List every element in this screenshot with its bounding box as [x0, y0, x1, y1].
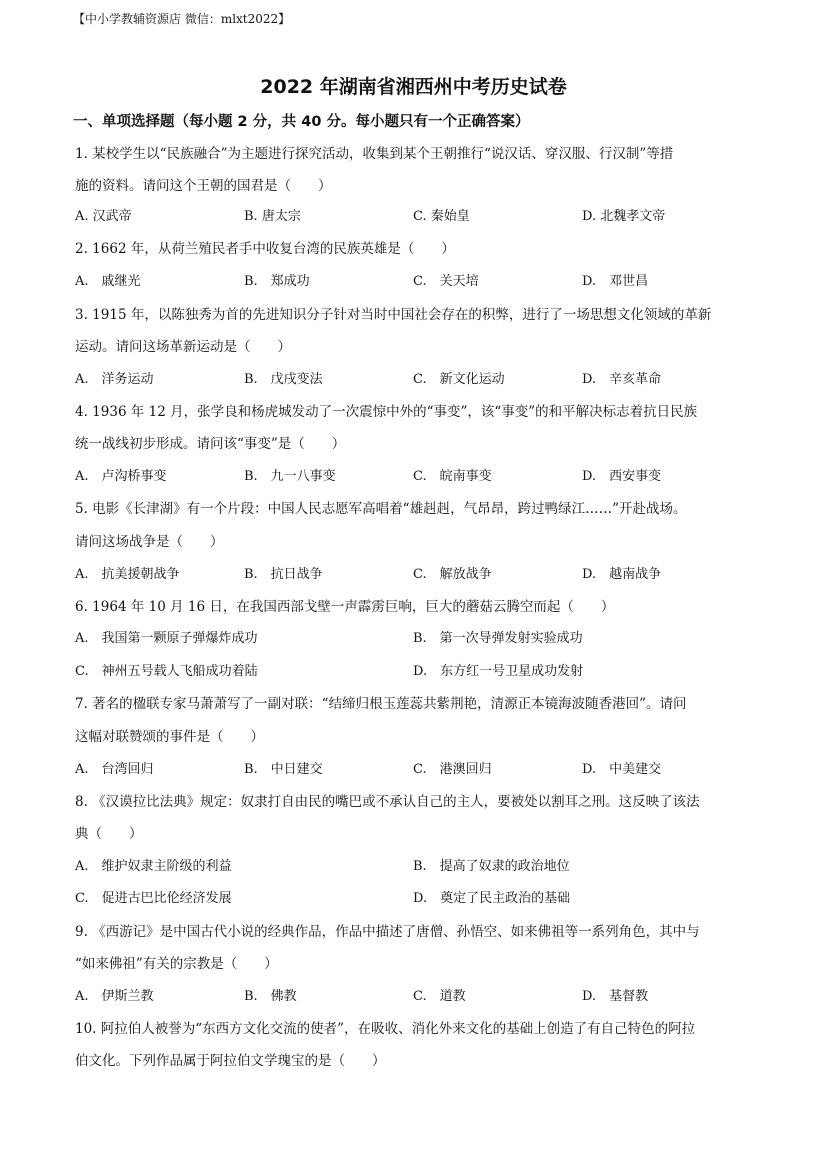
question-1-line-1: 1. 某校学生以“民族融合”为主题进行探究活动，收集到某个王朝推行“说汉话、穿汉服、行汉制”等措 — [75, 146, 674, 162]
question-8-option-d: D. 奠定了民主政治的基础 — [413, 891, 571, 906]
question-2-option-a: A. 戚继光 — [75, 274, 141, 289]
question-3-option-d: D. 辛亥革命 — [582, 372, 662, 387]
question-2-option-d: D. 邓世昌 — [582, 274, 649, 289]
question-8-option-a: A. 维护奴隶主阶级的利益 — [75, 859, 232, 874]
question-2-line-1: 2. 1662 年，从荷兰殖民者手中收复台湾的民族英雄是（ ） — [75, 241, 455, 257]
question-9-option-d: D. 基督教 — [582, 989, 649, 1004]
question-9-line-2: “如来佛祖”有关的宗教是（ ） — [75, 956, 278, 972]
question-4-line-1: 4. 1936 年 12 月，张学良和杨虎城发动了一次震惊中外的“事变”，该“事变”的和平解决标志着抗日民族 — [75, 404, 698, 420]
question-6-option-a: A. 我国第一颗原子弹爆炸成功 — [75, 631, 258, 646]
question-5-option-c: C. 解放战争 — [413, 567, 492, 582]
question-1-option-b: B. 唐太宗 — [244, 209, 301, 224]
question-4-option-d: D. 西安事变 — [582, 469, 662, 484]
question-3-line-2: 运动。请问这场革新运动是（ ） — [75, 339, 291, 355]
question-1-option-a: A. 汉武帝 — [75, 209, 132, 224]
question-1-line-2: 施的资料。请问这个王朝的国君是（ ） — [75, 178, 332, 194]
question-3-option-a: A. 洋务运动 — [75, 372, 154, 387]
page-title: 2022 年湖南省湘西州中考历史试卷 — [260, 76, 567, 98]
question-5-line-2: 请问这场战争是（ ） — [75, 534, 224, 550]
header-note: 【中小学教辅资源店 微信：mlxt2022】 — [73, 12, 291, 26]
question-5-option-b: B. 抗日战争 — [244, 567, 323, 582]
question-5-option-d: D. 越南战争 — [582, 567, 662, 582]
question-7-option-b: B. 中日建交 — [244, 762, 323, 777]
section-heading: 一、单项选择题（每小题 2 分，共 40 分。每小题只有一个正确答案） — [73, 114, 530, 130]
question-8-line-1: 8. 《汉谟拉比法典》规定：奴隶打自由民的嘴巴或不承认自己的主人，要被处以割耳之刑。这反映了该法 — [75, 794, 700, 810]
question-7-option-a: A. 台湾回归 — [75, 762, 154, 777]
question-4-line-2: 统一战线初步形成。请问该“事变”是（ ） — [75, 436, 346, 452]
question-8-option-c: C. 促进古巴比伦经济发展 — [75, 891, 232, 906]
question-4-option-a: A. 卢沟桥事变 — [75, 469, 167, 484]
question-4-option-c: C. 皖南事变 — [413, 469, 492, 484]
question-7-option-d: D. 中美建交 — [582, 762, 662, 777]
question-9-option-b: B. 佛教 — [244, 989, 297, 1004]
question-6-line-1: 6. 1964 年 10 月 16 日，在我国西部戈壁一声霹雳巨响，巨大的蘑菇云腾空而起（ ） — [75, 599, 615, 615]
question-4-option-b: B. 九一八事变 — [244, 469, 336, 484]
question-5-option-a: A. 抗美援朝战争 — [75, 567, 180, 582]
question-9-option-c: C. 道教 — [413, 989, 466, 1004]
question-7-line-1: 7. 著名的楹联专家马萧萧写了一副对联：“结缔归根玉莲蕊共紫荆艳，清源正本镜海波随香港回”。请问 — [75, 696, 687, 712]
question-6-option-b: B. 第一次导弹发射实验成功 — [413, 631, 583, 646]
question-5-line-1: 5. 电影《长津湖》有一个片段：中国人民志愿军高唱着“雄赳赳，气昂昂，跨过鸭绿江……”开赴战场。 — [75, 501, 687, 517]
question-10-line-1: 10. 阿拉伯人被誉为“东西方文化交流的使者”，在吸收、消化外来文化的基础上创造了有自己特色的阿拉 — [75, 1021, 696, 1037]
question-7-option-c: C. 港澳回归 — [413, 762, 492, 777]
question-1-option-c: C. 秦始皇 — [413, 209, 470, 224]
question-3-option-b: B. 戊戌变法 — [244, 372, 323, 387]
question-3-option-c: C. 新文化运动 — [413, 372, 505, 387]
question-1-option-d: D. 北魏孝文帝 — [582, 209, 666, 224]
question-9-line-1: 9. 《西游记》是中国古代小说的经典作品，作品中描述了唐僧、孙悟空、如来佛祖等一系列角色，其中与 — [75, 924, 700, 940]
question-8-option-b: B. 提高了奴隶的政治地位 — [413, 859, 570, 874]
question-2-option-c: C. 关天培 — [413, 274, 479, 289]
question-7-line-2: 这幅对联赞颂的事件是（ ） — [75, 729, 264, 745]
question-9-option-a: A. 伊斯兰教 — [75, 989, 154, 1004]
question-10-line-2: 伯文化。下列作品属于阿拉伯文学瑰宝的是（ ） — [75, 1053, 386, 1069]
question-8-line-2: 典（ ） — [75, 826, 143, 842]
question-6-option-c: C. 神州五号载人飞船成功着陆 — [75, 664, 258, 679]
question-6-option-d: D. 东方红一号卫星成功发射 — [413, 664, 584, 679]
question-2-option-b: B. 郑成功 — [244, 274, 310, 289]
question-3-line-1: 3. 1915 年，以陈独秀为首的先进知识分子针对当时中国社会存在的积弊，进行了一场思想文化领域的革新 — [75, 307, 712, 323]
